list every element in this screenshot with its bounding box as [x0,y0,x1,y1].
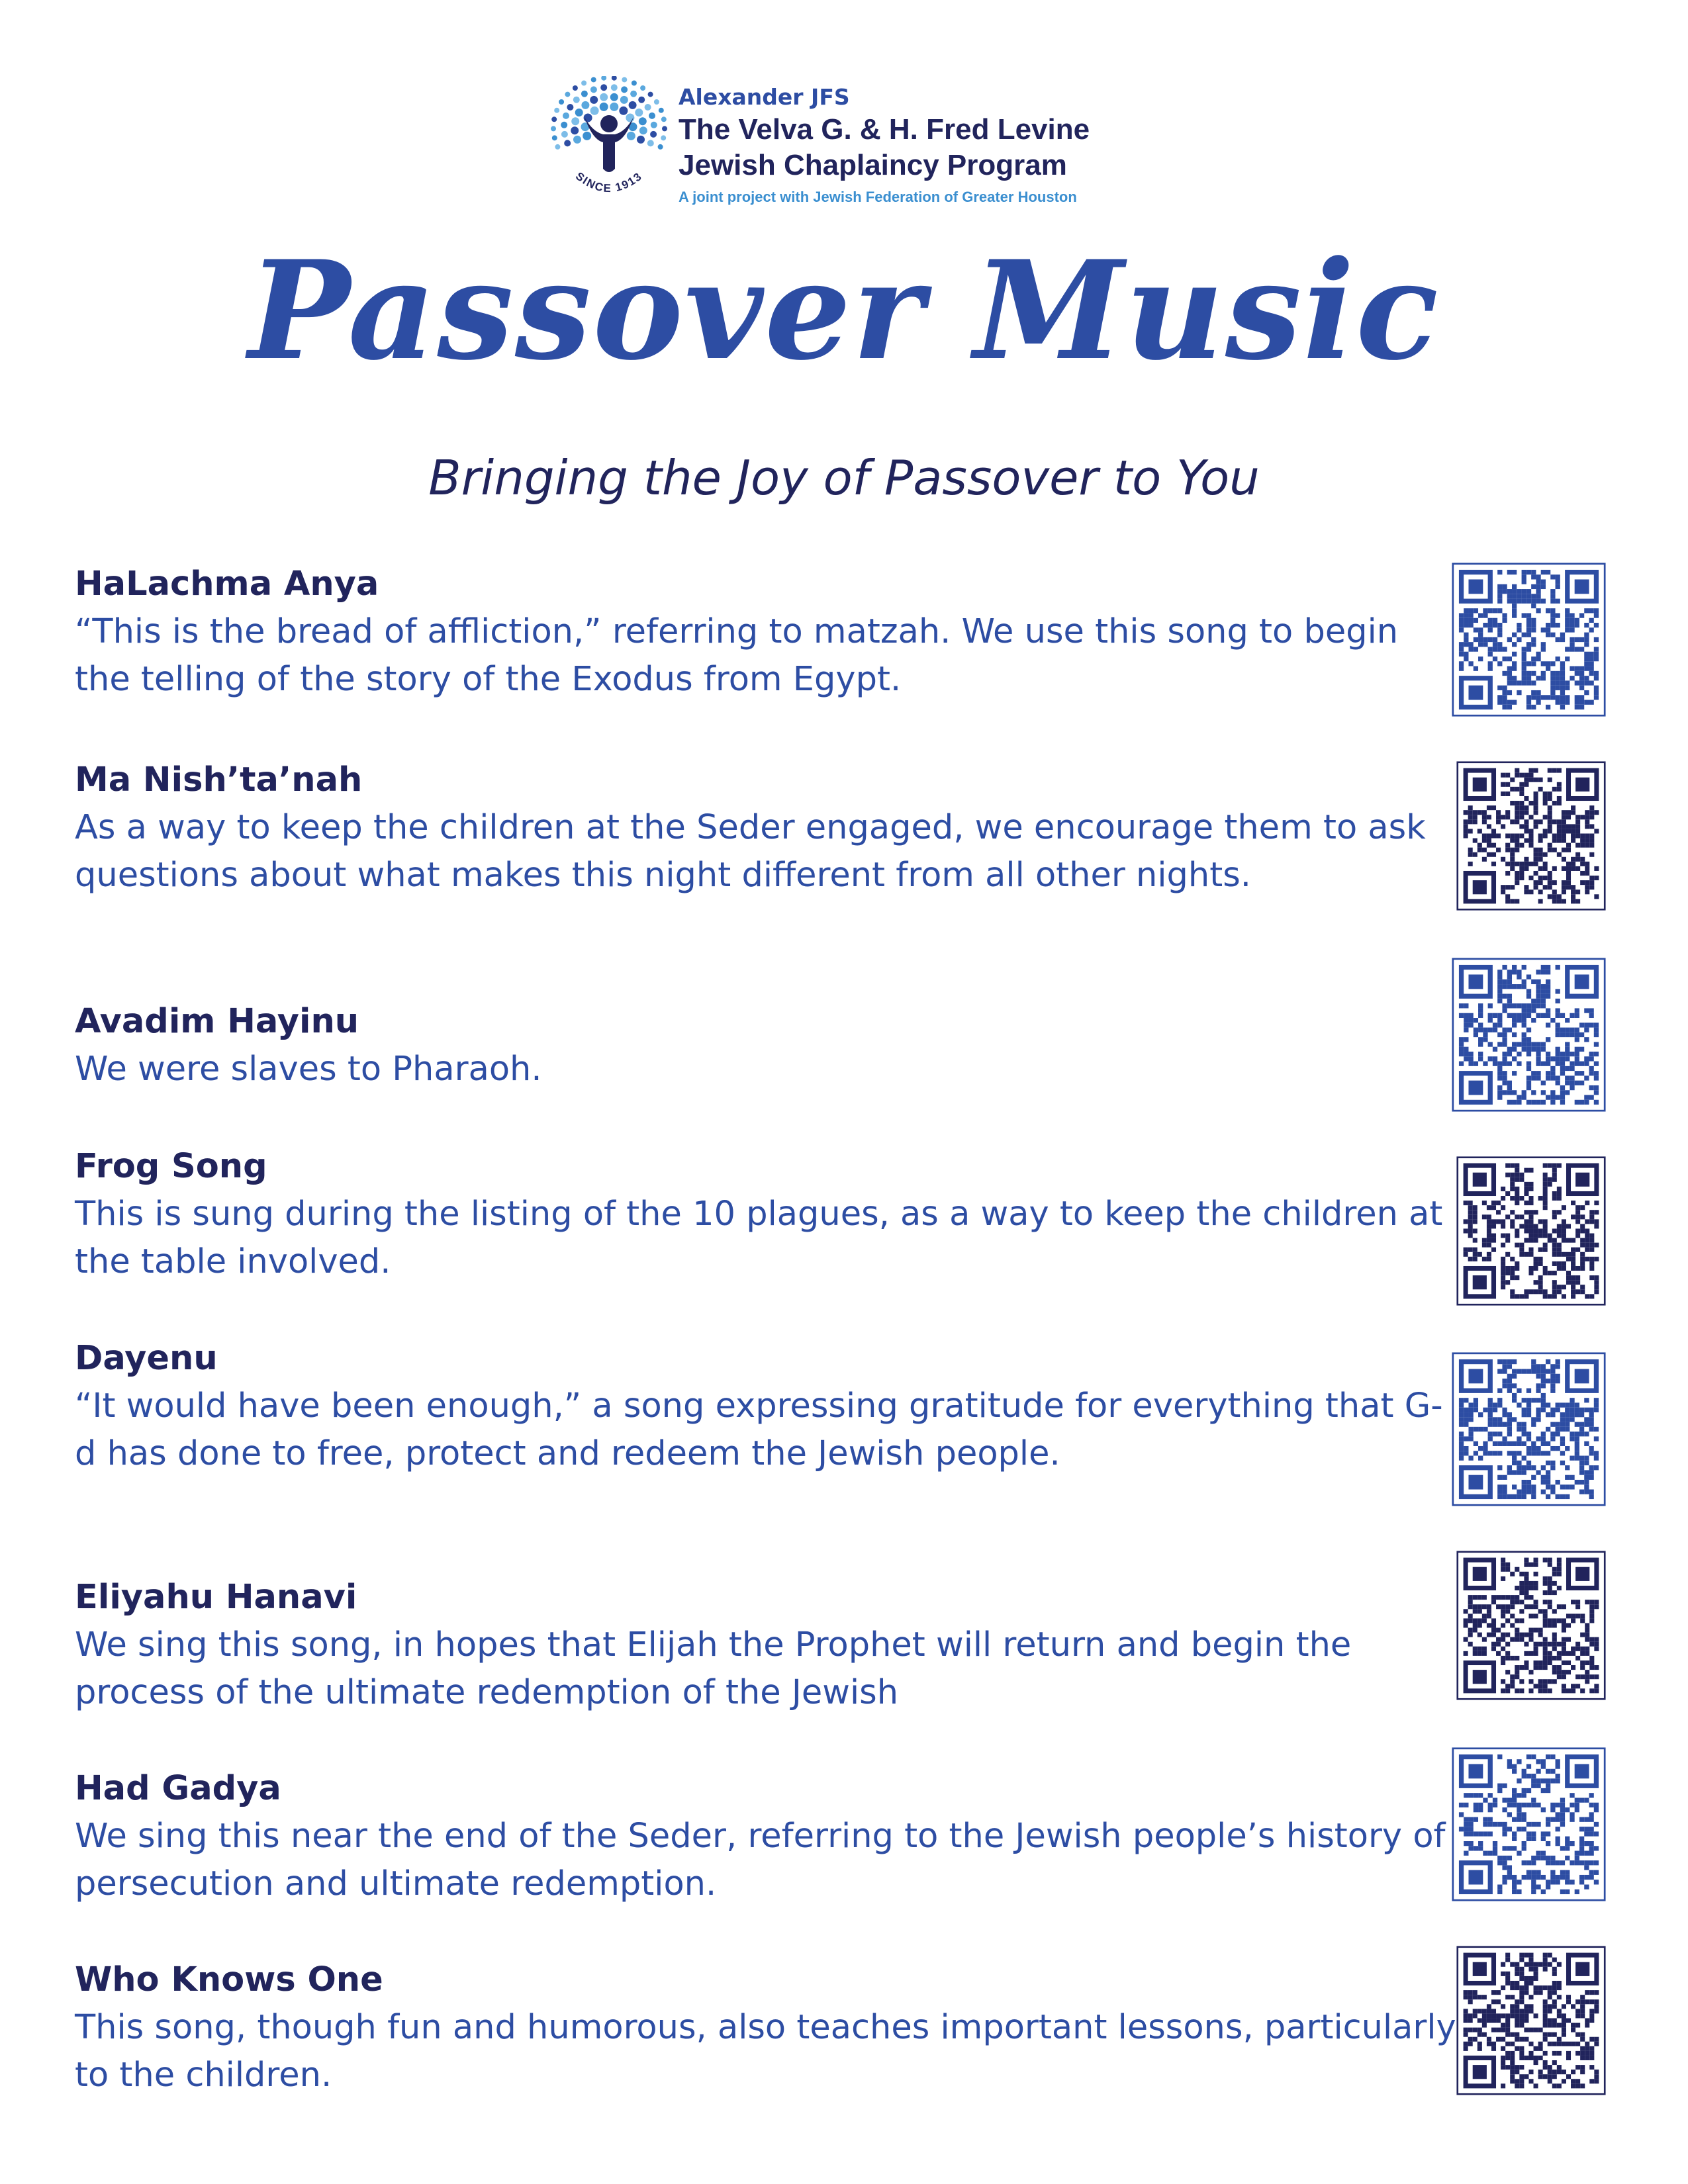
song-description: This song, though fun and humorous, also teaches important lessons, particularly to the children. [75,2008,1456,2095]
song-description: We were slaves to Pharaoh. [75,1050,542,1089]
song-description: This is sung during the listing of the 10 plagues, as a way to keep the children at the table involved. [75,1195,1443,1281]
page-subtitle: Bringing the Joy of Passover to You [428,450,1260,506]
song-title: HaLachma Anya [75,565,379,604]
song-item [75,1335,1458,1478]
program-name-line2: Jewish Chaplaincy Program [679,149,1067,181]
qr-code-icon[interactable] [1452,1352,1606,1506]
qr-code-icon[interactable] [1456,1551,1606,1700]
song-title: Avadim Hayinu [75,1002,359,1041]
song-title: Frog Song [75,1147,267,1186]
qr-code-icon[interactable] [1452,563,1606,717]
qr-code-icon[interactable] [1456,1946,1606,2095]
song-item [75,1765,1458,1908]
song-item [75,756,1458,899]
song-description: We sing this near the end of the Seder, referring to the Jewish people’s history of persecution and ultimate redemption. [75,1817,1446,1903]
svg-text:SINCE 1913 [573,169,645,195]
song-item [75,1143,1458,1286]
song-title: Eliyahu Hanavi [75,1578,357,1617]
song-title: Dayenu [75,1339,218,1378]
qr-code-icon[interactable] [1452,1747,1606,1901]
song-description: “It would have been enough,” a song expressing gratitude for everything that G-d has done to free, protect and redeem the Jewish people. [75,1387,1443,1473]
organization-logo [546,76,1155,208]
qr-code-icon[interactable] [1456,1156,1606,1306]
song-description: As a way to keep the children at the Seder engaged, we encourage them to ask questions about what makes this night different from all other nights. [75,808,1426,895]
song-item [75,1956,1458,2099]
logo-since-text: SINCE 1913 [573,169,645,195]
song-item [75,561,1458,704]
program-name-line1: The Velva G. & H. Fred Levine [679,113,1090,146]
song-title: Ma Nish’ta’nah [75,760,363,799]
song-item [75,998,1458,1093]
song-description: “This is the bread of affliction,” referring to matzah. We use this song to begin the telling of the story of the Exodus from Egypt. [75,612,1399,699]
song-title: Had Gadya [75,1769,281,1808]
song-title: Who Knows One [75,1960,383,1999]
qr-code-icon[interactable] [1452,958,1606,1112]
logo-text [679,76,1155,208]
qr-code-icon[interactable] [1456,761,1606,911]
song-description: We sing this song, in hopes that Elijah the Prophet will return and begin the process of the ultimate redemption of the Jewish [75,1625,1352,1712]
joint-project-note: A joint project with Jewish Federation of Greater Houston [679,189,1077,205]
org-name: Alexander JFS [679,84,850,110]
logo-tree-icon [546,76,685,208]
page-title: Passover Music [248,232,1440,390]
song-item [75,1574,1458,1717]
